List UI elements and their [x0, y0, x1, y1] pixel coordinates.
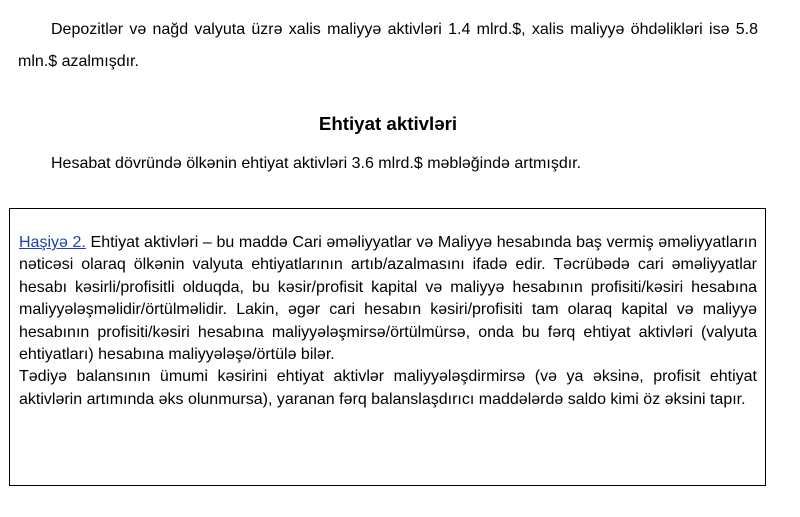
note-paragraph-a-text: Ehtiyat aktivləri – bu maddə Cari əməliyyatlar və Maliyyə hesabında baş vermiş əməliyyatların nəticəsi olaraq ölkənin valyuta ehtiyatlarının artıb/azalmasını ifadə edir. Təcrübədə cari əməliyyatlar hesabı kəsirli/profisitli olduqda, bu kəsir/profisit kapital və maliyyə hesabının profisiti/kəsiri hesabına maliyyələşməlidir/örtülməlidir. Lakin, əgər cari hesabın kəsiri/profisiti tam olaraq kapital və maliyyə hesabının profisiti/kəsiri hesabına maliyyələşmirsə/örtülmürsə, onda bu fərq ehtiyat aktivləri (valyuta ehtiyatları) hesabına maliyyələşə/örtülə bilər. — [19, 234, 757, 364]
note-text — [19, 232, 757, 411]
section-heading: Ehtiyat aktivləri — [318, 113, 458, 134]
note-paragraph-b: Tədiyə balansının ümumi kəsirini ehtiyat aktivlər maliyyələşdirmirsə (və ya əksinə, profisit ehtiyat aktivlərin artımında əks olunmursa), yaranan fərq balanslaşdırıcı maddələrdə saldo kimi öz əksini tapır. — [19, 368, 757, 408]
note-paragraph-a — [19, 232, 757, 366]
note-box — [9, 208, 766, 486]
paragraph-reserve-assets: Hesabat dövründə ölkənin ehtiyat aktivləri 3.6 mlrd.$ məbləğində artmışdır. — [51, 155, 582, 172]
paragraph-net-financial-assets: Depozitlər və nağd valyuta üzrə xalis maliyyə aktivləri 1.4 mlrd.$, xalis maliyyə öhdəlikləri isə 5.8 mln.$ azalmışdır. — [18, 21, 758, 70]
note-link[interactable]: Haşiyə 2. — [19, 234, 86, 251]
